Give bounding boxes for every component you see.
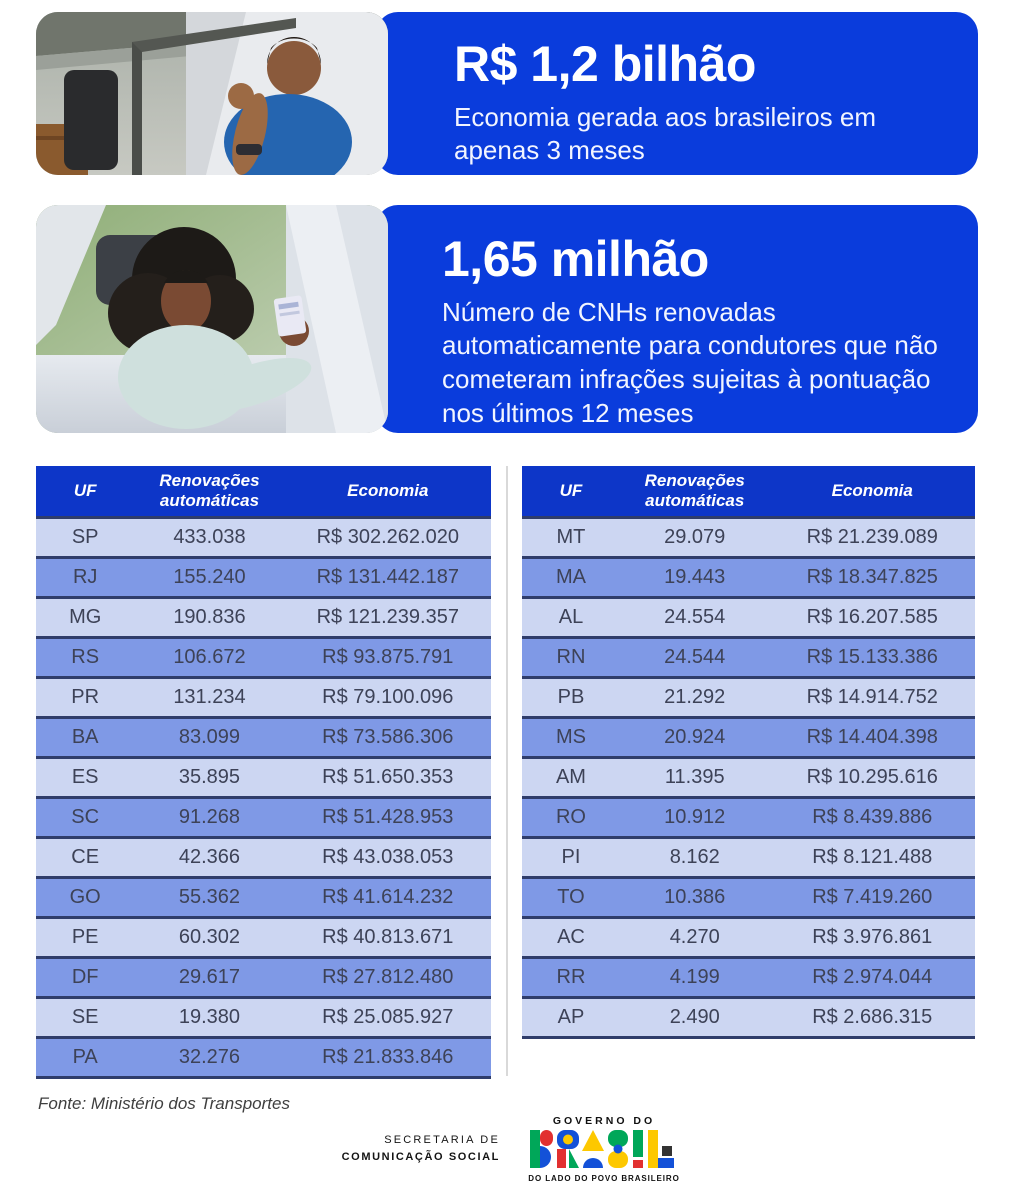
table-cell: 4.270: [620, 918, 770, 958]
table-cell: MS: [522, 718, 620, 758]
table-cell: 4.199: [620, 958, 770, 998]
table-cell: 20.924: [620, 718, 770, 758]
gov-logo-tagline: DO LADO DO POVO BRASILEIRO: [528, 1174, 680, 1183]
table-cell: R$ 16.207.585: [770, 598, 976, 638]
table-row: [522, 518, 975, 558]
table-cell: 155.240: [134, 558, 284, 598]
governo-do-brasil-logo: [526, 1115, 682, 1183]
table-cell: RR: [522, 958, 620, 998]
table-cell: RJ: [36, 558, 134, 598]
table-cell: AM: [522, 758, 620, 798]
table-cell: AP: [522, 998, 620, 1038]
table-cell: 11.395: [620, 758, 770, 798]
table-cell: 190.836: [134, 598, 284, 638]
table-cell: 433.038: [134, 518, 284, 558]
table-cell: 60.302: [134, 918, 284, 958]
table-cell: 91.268: [134, 798, 284, 838]
col-header-uf: UF: [522, 466, 620, 518]
table-cell: AC: [522, 918, 620, 958]
source-note: Fonte: Ministério dos Transportes: [38, 1094, 290, 1113]
table-cell: 2.490: [620, 998, 770, 1038]
table-row: [36, 678, 491, 718]
table-cell: DF: [36, 958, 134, 998]
table-cell: R$ 3.976.861: [770, 918, 976, 958]
table-header-row: [36, 466, 491, 518]
table-row: [36, 918, 491, 958]
table-cell: R$ 21.239.089: [770, 518, 976, 558]
table-row: [36, 798, 491, 838]
table-row: [522, 798, 975, 838]
table-row: [36, 598, 491, 638]
table-cell: SC: [36, 798, 134, 838]
table-cell: MG: [36, 598, 134, 638]
table-cell: R$ 121.239.357: [285, 598, 491, 638]
table-cell: 106.672: [134, 638, 284, 678]
table-cell: 32.276: [134, 1038, 284, 1078]
table-cell: R$ 131.442.187: [285, 558, 491, 598]
table-cell: RO: [522, 798, 620, 838]
secom-line2: COMUNICAÇÃO SOCIAL: [341, 1151, 500, 1163]
table-row: [522, 718, 975, 758]
table-cell: PA: [36, 1038, 134, 1078]
table-cell: R$ 51.650.353: [285, 758, 491, 798]
table-cell: R$ 302.262.020: [285, 518, 491, 558]
table-cell: R$ 41.614.232: [285, 878, 491, 918]
table-cell: R$ 73.586.306: [285, 718, 491, 758]
table-cell: R$ 8.121.488: [770, 838, 976, 878]
photo-woman-license: [36, 205, 388, 433]
table-cell: R$ 10.295.616: [770, 758, 976, 798]
stat-card-renewals: [36, 205, 978, 433]
table-cell: 131.234: [134, 678, 284, 718]
table-cell: R$ 93.875.791: [285, 638, 491, 678]
table-cell: 83.099: [134, 718, 284, 758]
table-cell: R$ 2.686.315: [770, 998, 976, 1038]
table-row: [522, 998, 975, 1038]
table-row: [522, 758, 975, 798]
brasil-wordmark-icon: [530, 1130, 678, 1172]
table-cell: 29.079: [620, 518, 770, 558]
table-cell: SP: [36, 518, 134, 558]
table-cell: RN: [522, 638, 620, 678]
table-cell: 21.292: [620, 678, 770, 718]
stat-card-renewals-panel: [376, 205, 978, 433]
uf-table-right: [522, 466, 975, 1039]
table-row: [36, 558, 491, 598]
table-cell: MA: [522, 558, 620, 598]
gov-logo-top-text: GOVERNO DO: [552, 1115, 656, 1127]
table-header-row: [522, 466, 975, 518]
savings-description: Economia gerada aos brasileiros em apenas 3 meses: [454, 101, 876, 166]
table-cell: RS: [36, 638, 134, 678]
table-cell: PE: [36, 918, 134, 958]
table-row: [36, 1038, 491, 1078]
table-cell: 8.162: [620, 838, 770, 878]
table-cell: AL: [522, 598, 620, 638]
table-row: [522, 878, 975, 918]
table-row: [36, 758, 491, 798]
secom-signature: [270, 1134, 500, 1163]
table-row: [522, 558, 975, 598]
col-header-renovacoes: Renovações automáticas: [620, 466, 770, 518]
truck-driver-illustration: [36, 12, 388, 175]
table-row: [36, 878, 491, 918]
stat-card-savings-panel: [376, 12, 978, 175]
table-row: [522, 958, 975, 998]
table-cell: 24.544: [620, 638, 770, 678]
table-cell: 35.895: [134, 758, 284, 798]
table-cell: 19.443: [620, 558, 770, 598]
uf-table-left: [36, 466, 491, 1079]
table-row: [36, 998, 491, 1038]
table-cell: BA: [36, 718, 134, 758]
table-row: [522, 838, 975, 878]
table-cell: GO: [36, 878, 134, 918]
table-cell: 29.617: [134, 958, 284, 998]
table-cell: R$ 40.813.671: [285, 918, 491, 958]
table-cell: R$ 27.812.480: [285, 958, 491, 998]
table-cell: R$ 79.100.096: [285, 678, 491, 718]
table-cell: R$ 2.974.044: [770, 958, 976, 998]
table-cell: R$ 43.038.053: [285, 838, 491, 878]
table-cell: 24.554: [620, 598, 770, 638]
table-cell: PR: [36, 678, 134, 718]
table-row: [522, 598, 975, 638]
table-cell: 19.380: [134, 998, 284, 1038]
table-row: [36, 518, 491, 558]
savings-headline: R$ 1,2 bilhão: [454, 36, 756, 92]
table-cell: 10.912: [620, 798, 770, 838]
tables-divider: [506, 466, 508, 1076]
table-row: [36, 958, 491, 998]
table-cell: MT: [522, 518, 620, 558]
table-cell: CE: [36, 838, 134, 878]
table-row: [36, 718, 491, 758]
table-cell: R$ 21.833.846: [285, 1038, 491, 1078]
table-cell: ES: [36, 758, 134, 798]
table-cell: R$ 14.914.752: [770, 678, 976, 718]
table-cell: R$ 18.347.825: [770, 558, 976, 598]
table-cell: PB: [522, 678, 620, 718]
col-header-economia: Economia: [285, 466, 491, 518]
table-cell: R$ 7.419.260: [770, 878, 976, 918]
table-cell: 42.366: [134, 838, 284, 878]
table-row: [36, 638, 491, 678]
table-cell: PI: [522, 838, 620, 878]
table-cell: R$ 51.428.953: [285, 798, 491, 838]
table-cell: R$ 15.133.386: [770, 638, 976, 678]
table-cell: SE: [36, 998, 134, 1038]
renewals-description: Número de CNHs renovadas automaticamente para condutores que não cometeram infrações sujeitas à pontuação nos últimos 12 meses: [442, 296, 938, 428]
table-row: [522, 638, 975, 678]
woman-license-illustration: [36, 205, 388, 433]
table-row: [36, 838, 491, 878]
col-header-uf: UF: [36, 466, 134, 518]
table-cell: TO: [522, 878, 620, 918]
table-cell: R$ 14.404.398: [770, 718, 976, 758]
table-cell: R$ 25.085.927: [285, 998, 491, 1038]
secom-line1: SECRETARIA DE: [384, 1134, 500, 1146]
table-cell: R$ 8.439.886: [770, 798, 976, 838]
col-header-economia: Economia: [770, 466, 976, 518]
table-cell: 10.386: [620, 878, 770, 918]
table-row: [522, 678, 975, 718]
table-row: [522, 918, 975, 958]
table-cell: 55.362: [134, 878, 284, 918]
photo-truck-driver: [36, 12, 388, 175]
renewals-headline: 1,65 milhão: [442, 231, 709, 287]
stat-card-savings: [36, 12, 978, 175]
col-header-renovacoes: Renovações automáticas: [134, 466, 284, 518]
